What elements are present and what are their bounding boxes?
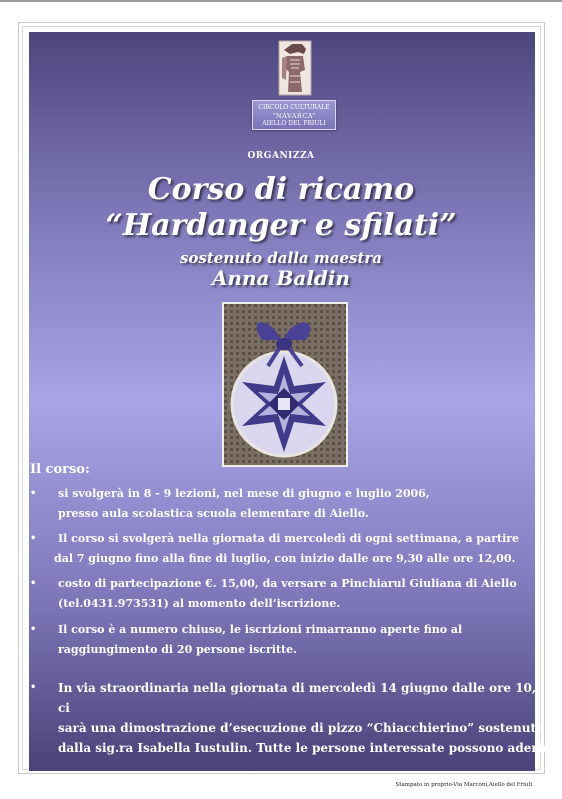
title-line1: Corso di ricamo [147,172,415,207]
bullet-icon: • [30,578,37,589]
bullet-item [30,529,519,569]
bullet-icon: • [30,533,37,544]
bullet-icon: • [30,488,37,499]
top-rule [0,0,562,2]
bullet-text: In via straordinaria nella giornata di mercoledì 14 giugno dalle ore 10,00 ci [58,681,553,715]
subtitle: sostenuto dalla maestra [179,249,382,267]
bullet-text: Il corso si svolgerà nella giornata di mercoledì di ogni settimana, a partire [58,532,520,545]
bullet-item [30,574,517,614]
embroidery-photo [222,302,348,467]
bullet-text: dal 7 giugno fino alla fine di luglio, con inizio dalle ore 9,30 alle ore 12,00. [54,552,516,565]
title-line2: “Hardanger e sfilati” [105,208,457,243]
bullet-icon: • [30,682,37,693]
bullet-text: presso aula scolastica scuola elementare di Aiello. [58,507,369,520]
bullet-text: raggiungimento di 20 persone iscritte. [58,643,297,656]
bullet-item [30,620,462,660]
club-line3: AIELLO DEL FRIULI [262,120,326,127]
teacher-name: Anna Baldin [211,266,351,290]
organizza-label: ORGANIZZA [247,151,315,161]
club-logo-icon [278,40,312,96]
club-line1: CIRCOLO CULTURALE [258,104,330,111]
bullet-text: (tel.0431.973531) al momento dell’iscrizione. [58,597,341,610]
bullet-item [30,484,430,524]
bullet-text: costo di partecipazione €. 15,00, da versare a Pinchiarul Giuliana di Aiello [58,577,517,590]
bullet-text: si svolgerà in 8 - 9 lezioni, nel mese di giugno e luglio 2006, [58,487,430,500]
club-name-box [252,100,336,130]
bullet-text: dalla sig.ra Isabella Iustulin. Tutte le persone interessate possono aderire [58,741,557,755]
bullet-text: Il corso è a numero chiuso, le iscrizioni rimarranno aperte fino al [58,623,463,636]
bullet-icon: • [30,624,37,635]
bullet-text: sarà una dimostrazione d’esecuzione di pizzo “Chiacchierino” sostenuta [58,721,544,735]
print-footer: Stampato in proprio-Via Marconi,Aiello del Friuli [395,782,532,788]
course-heading: Il corso: [30,462,90,477]
bullet-item [30,678,562,758]
club-line2: “NAVARCA” [272,112,316,120]
